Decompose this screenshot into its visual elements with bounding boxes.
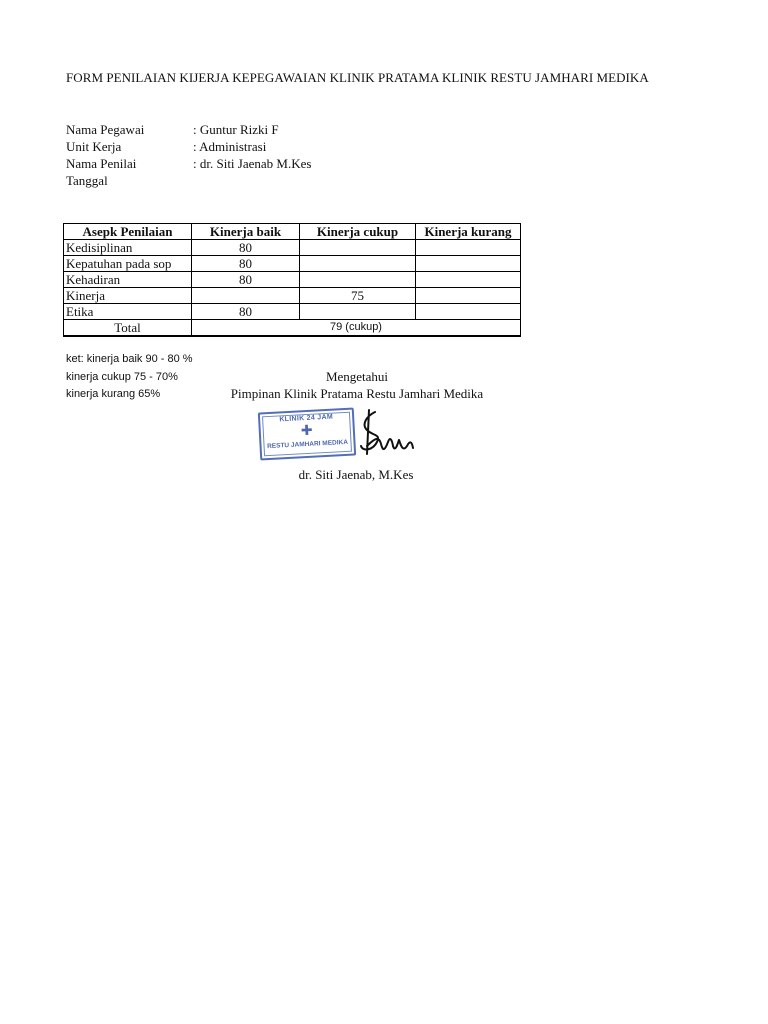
- assessor-name-label: Nama Penilai: [66, 156, 137, 171]
- table-header-row: [64, 224, 521, 240]
- assessor-name-value: : dr. Siti Jaenab M.Kes: [193, 156, 312, 171]
- good-score-cell: 80: [192, 240, 300, 256]
- legend-note-poor: kinerja kurang 65%: [66, 388, 161, 400]
- header-good: Kinerja baik: [192, 224, 300, 240]
- handwritten-signature: [355, 406, 417, 460]
- stamp-bottom-text: RESTU JAMHARI MEDIKA: [266, 438, 349, 451]
- work-unit-value: : Administrasi: [193, 139, 267, 154]
- signer-position: Pimpinan Klinik Pratama Restu Jamhari Medika: [230, 386, 484, 401]
- assessment-table: [63, 223, 521, 337]
- legend-note-good: ket: kinerja baik 90 - 80 %: [66, 353, 193, 365]
- aspect-cell: Etika: [64, 304, 192, 320]
- poor-score-cell: [416, 256, 521, 272]
- aspect-cell: Kepatuhan pada sop: [64, 256, 192, 272]
- signer-name: dr. Siti Jaenab, M.Kes: [298, 467, 414, 482]
- good-score-cell: 80: [192, 256, 300, 272]
- date-label: Tanggal: [66, 173, 108, 188]
- table-row: [64, 240, 521, 256]
- poor-score-cell: [416, 272, 521, 288]
- good-score-cell: 80: [192, 304, 300, 320]
- clinic-stamp: [258, 408, 356, 461]
- sufficient-score-cell: [300, 272, 416, 288]
- legend-note-sufficient: kinerja cukup 75 - 70%: [66, 371, 178, 383]
- table-row: [64, 272, 521, 288]
- sufficient-score-cell: [300, 256, 416, 272]
- poor-score-cell: [416, 304, 521, 320]
- good-score-cell: 80: [192, 272, 300, 288]
- employee-name-label: Nama Pegawai: [66, 122, 145, 137]
- total-row: [64, 320, 521, 337]
- total-label: Total: [64, 320, 192, 337]
- work-unit-label: Unit Kerja: [66, 139, 122, 154]
- header-poor: Kinerja kurang: [416, 224, 521, 240]
- total-value: 79 (cukup): [192, 320, 521, 337]
- aspect-cell: Kinerja: [64, 288, 192, 304]
- acknowledged-label: Mengetahui: [325, 369, 389, 384]
- sufficient-score-cell: [300, 304, 416, 320]
- sufficient-score-cell: 75: [300, 288, 416, 304]
- medical-cross-icon: ✚: [300, 421, 314, 439]
- poor-score-cell: [416, 240, 521, 256]
- table-row: [64, 304, 521, 320]
- employee-name-value: : Guntur Rizki F: [193, 122, 279, 137]
- header-sufficient: Kinerja cukup: [300, 224, 416, 240]
- poor-score-cell: [416, 288, 521, 304]
- aspect-cell: Kedisiplinan: [64, 240, 192, 256]
- sufficient-score-cell: [300, 240, 416, 256]
- good-score-cell: [192, 288, 300, 304]
- stamp-top-text: KLINIK 24 JAM: [279, 413, 334, 424]
- form-title: FORM PENILAIAN KIJERJA KEPEGAWAIAN KLINIK PRATAMA KLINIK RESTU JAMHARI MEDIKA: [66, 70, 649, 85]
- header-aspect: Asepk Penilaian: [64, 224, 192, 240]
- table-row: [64, 256, 521, 272]
- aspect-cell: Kehadiran: [64, 272, 192, 288]
- table-row: [64, 288, 521, 304]
